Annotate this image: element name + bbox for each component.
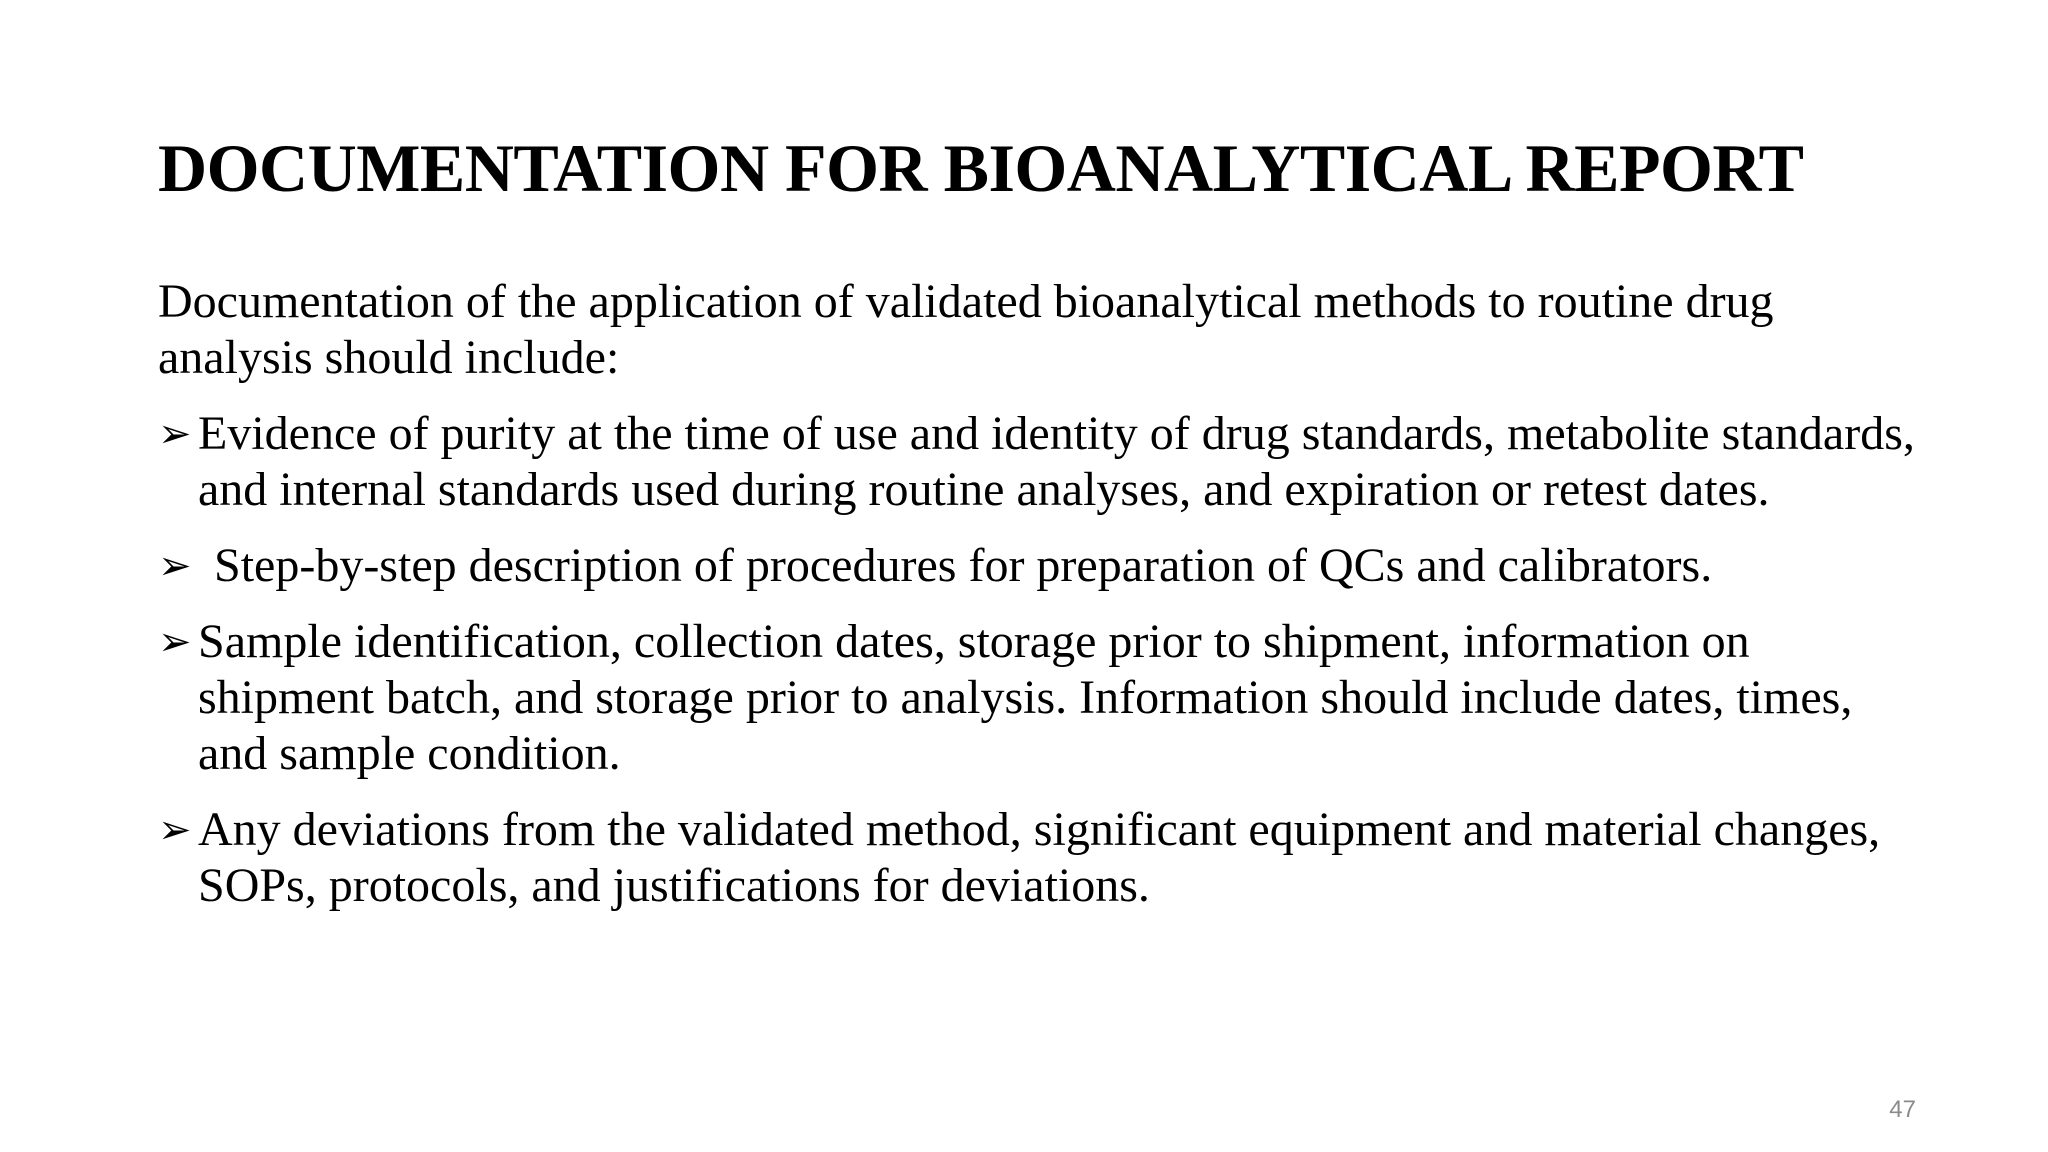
bullet-item [158, 614, 1918, 782]
arrow-bullet-icon: ➢ [158, 619, 192, 664]
arrow-bullet-icon: ➢ [158, 411, 192, 456]
intro-paragraph: Documentation of the application of validated bioanalytical methods to routine drug analysis should include: [158, 275, 1774, 384]
arrow-bullet-icon: ➢ [158, 807, 192, 852]
page-number: 47 [1889, 1096, 1916, 1123]
bullet-item [158, 802, 1918, 914]
bullet-text: Sample identification, collection dates, storage prior to shipment, information on shipment batch, and storage prior to analysis. Information should include dates, times, and sample condition. [198, 615, 1853, 780]
bullet-text: Step-by-step description of procedures for preparation of QCs and calibrators. [214, 539, 1713, 592]
slide-title: DOCUMENTATION FOR BIOANALYTICAL REPORT [158, 130, 1804, 206]
bullet-item [158, 406, 1918, 518]
slide-body [158, 274, 1918, 934]
bullet-text: Evidence of purity at the time of use and identity of drug standards, metabolite standards, and internal standards used during routine analyses, and expiration or retest dates. [198, 407, 1915, 516]
bullet-text: Any deviations from the validated method, significant equipment and material changes, SOPs, protocols, and justifications for deviations. [198, 803, 1881, 912]
bullet-item [158, 538, 1918, 594]
arrow-bullet-icon: ➢ [158, 543, 192, 588]
